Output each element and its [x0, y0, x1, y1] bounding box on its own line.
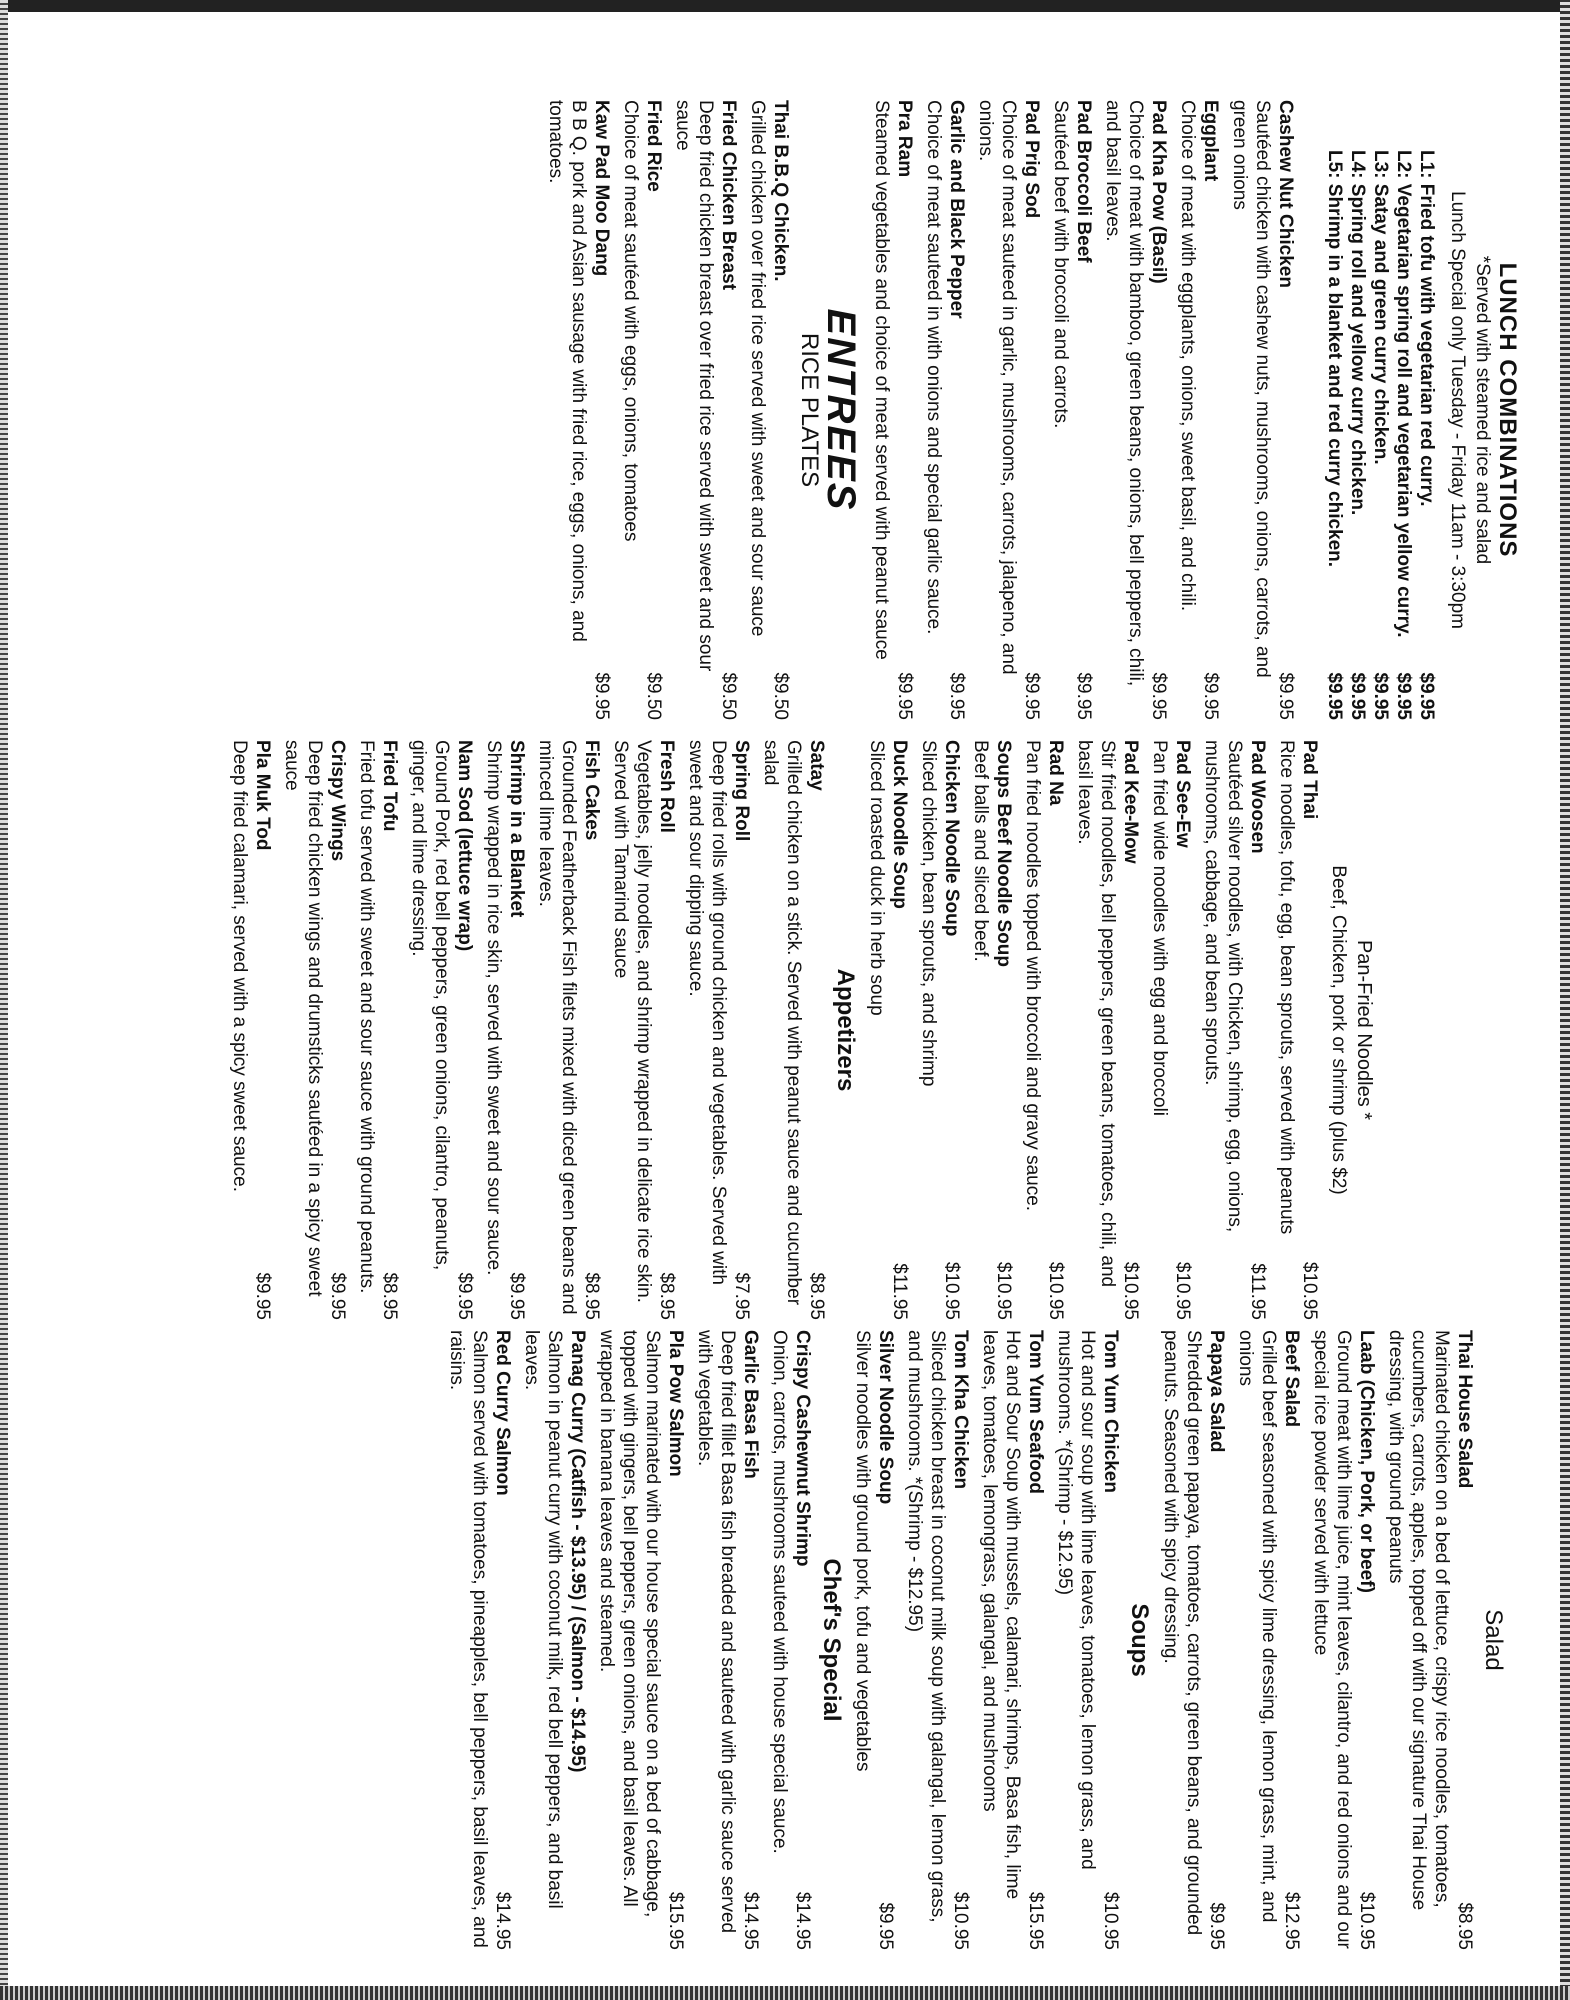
soups-title: Soups	[1126, 1603, 1153, 1677]
column-lunch-entrees	[538, 100, 1525, 720]
entrees-title: ENTREES	[819, 308, 863, 512]
combo-item: L1: Fried tofu with vegetarian red curry. $9.95	[1416, 150, 1437, 720]
salad-list	[1159, 1330, 1476, 1950]
menu-item: Panag Curry (Catfish - $13.95) / (Salmon - $14.95) Salmon in peanut curry with coconut milk, red bell peppers, and basil leaves.	[521, 1330, 588, 1909]
rice-plate-list	[544, 100, 792, 720]
menu-item: Cashew Nut Chicken $9.95 Sautéed chicken with cashew nuts, mushrooms, onions, carrots, and green onions	[1229, 100, 1296, 720]
appetizer-list	[228, 740, 828, 1320]
menu-item: Thai B.B.Q Chicken. $9.50 Grilled chicken over fried rice served with sweet and sour sauce	[747, 100, 791, 720]
menu-item: Papaya Salad $9.95 Shredded green papaya, tomatoes, carrots, green beans, and grounded peanuts. Seasoned with spicy dressing.	[1160, 1330, 1227, 1950]
menu-item: Garlic Basa Fish $14.95 Deep fried fillet Basa fish breaded and sauteed with garlic sauce served with vegetables.	[694, 1330, 761, 1950]
salad-title: Salad	[1480, 1609, 1507, 1671]
soup-list	[851, 1330, 1122, 1950]
menu-item: Crispy Wings $9.95 Deep fried chicken wings and drumsticks sautéed in a spicy sweet sauce	[281, 740, 348, 1320]
noodle-list	[865, 740, 1321, 1320]
menu-item: Tom Yum Chicken $10.95 Hot and sour soup with lime leaves, tomatoes, lemon grass, and mushrooms. *(Shrimp - $12.95)	[1054, 1330, 1121, 1950]
menu-item: Thai House Salad $8.95 Marinated chicken on a bed of lettuce, crispy rice noodles, tomatoes, cucumbers, carrots, apples, topped off with our signature Thai House dressing, with ground peanuts	[1385, 1330, 1475, 1950]
menu-item: Nam Sod (lettuce wrap) $9.95 Ground Pork, red bell peppers, green onions, cilantro, peanuts, ginger, and lime dressing.	[408, 740, 475, 1320]
lunch-item-list	[870, 100, 1297, 720]
menu-item: Red Curry Salmon $14.95 Salmon served with tomatoes, pineapples, bell peppers, basil leaves, and raisins.	[446, 1330, 513, 1950]
column-salad-soups-chefs	[439, 1330, 1525, 1950]
menu-item: Kaw Pad Moo Dang $9.95 B B Q. pork and Asian sausage with fried rice, eggs, onions, and tomatoes.	[545, 100, 612, 720]
menu-item: Fried Rice $9.50 Choice of meat sautéed with eggs, onions, tomatoes	[620, 100, 664, 720]
lunch-combo-list	[1323, 100, 1438, 720]
menu-item: Pad Prig Sod $9.95 Choice of meat sauteed in garlic, mushrooms, carrots, jalapeno, and onions.	[975, 100, 1042, 720]
menu-item: Fried Chicken Breast $9.50 Deep fried chicken breast over fried rice served with sweet and sour sauce	[672, 100, 739, 720]
lunch-title: LUNCH COMBINATIONS	[1494, 262, 1521, 558]
combo-item: L5: Shrimp in a blanket and red curry chicken. $9.95	[1324, 150, 1345, 720]
menu-item: Silver Noodle Soup $9.95 Silver noodles with ground pork, tofu and vegetables	[852, 1330, 896, 1950]
menu-item: Eggplant $9.95 Choice of meat with eggplants, onions, sweet basil, and chili.	[1177, 100, 1221, 720]
menu-item: Pad Kee-Mow $10.95 Stir fried noodles, bell peppers, green beans, tomatoes, chili, and basil leaves.	[1074, 740, 1141, 1320]
noodles-title: Pan-Fried Noodles *	[1353, 939, 1375, 1121]
menu-item: Pad Broccoli Beef $9.95 Sautéed beef with broccoli and carrots.	[1050, 100, 1094, 720]
menu-item: Soups Beef Noodle Soup $10.95 Beef balls and sliced beef.	[970, 740, 1014, 1320]
menu-item: Pad Kha Pow (Basil) $9.95 Choice of meat with bamboo, green beans, onions, bell peppers, chili, and basil leaves.	[1102, 100, 1169, 720]
menu-item: Rad Na $10.95 Pan fried noodles topped with broccoli and gravy sauce.	[1022, 740, 1066, 1320]
menu-item: Pra Ram $9.95 Steamed vegetables and choice of meat served with peanut sauce	[871, 100, 915, 720]
lunch-subtitle: *Served with steamed rice and salad	[1472, 255, 1493, 565]
menu-item: Laab (Chicken, Pork, or beef) $10.95 Ground meat with lime juice, mint leaves, cilantro, and red onions and our special rice powder served with lettuce	[1310, 1330, 1377, 1950]
menu-item: Beef Salad $12.95 Grilled beef seasoned with spicy lime dressing, lemon grass, mint, and onions	[1235, 1330, 1302, 1950]
menu-item: Pla Muk Tod $9.95 Deep fried calamari, served with a spicy sweet sauce.	[229, 740, 273, 1320]
menu-item: Pad See-Ew $10.95 Pan fried wide noodles with egg and broccoli	[1149, 740, 1193, 1320]
chefs-special-list	[445, 1330, 814, 1950]
menu-item: Fish Cakes $8.95 Grounded Featherback Fish filets mixed with diced green beans and minced lime leaves.	[535, 740, 602, 1320]
menu-item: Chicken Noodle Soup $10.95 Sliced chicken, bean sprouts, and shrimp	[918, 740, 962, 1320]
menu-item: Tom Yum Seafood $15.95 Hot and Sour Soup with mussels, calamari, shrimps, Basa fish, lime leaves, tomatoes, lemongrass, galangal, and mushrooms	[979, 1330, 1046, 1950]
menu-item: Satay $8.95 Grilled chicken on a stick. Served with peanut sauce and cucumber salad	[760, 740, 827, 1320]
menu-item: Pad Thai $10.95 Rice noodles, tofu, egg, bean sprouts, served with peanuts	[1276, 740, 1320, 1320]
appetizers-title: Appetizers	[832, 968, 859, 1092]
chefs-special-title: Chef's Special	[818, 1558, 845, 1722]
combo-item: L3: Satay and green curry chicken. $9.95	[1370, 150, 1391, 720]
menu-item: Spring Roll $7.95 Deep fried rolls with ground chicken and vegetables. Served with sweet and sour dipping sauce.	[685, 740, 752, 1320]
menu-item: Fresh Roll $8.95 Vegetables, jelly noodles, and shrimp wrapped in delicate rice skin. Served with Tamarind sauce	[610, 740, 677, 1320]
combo-item: L4: Spring roll and yellow curry chicken. $9.95	[1347, 150, 1368, 720]
menu-item: Fried Tofu $8.95 Fried tofu served with sweet and sour sauce with ground peanuts.	[356, 740, 400, 1320]
menu-item: Duck Noodle Soup $11.95 Sliced roasted duck in herb soup	[866, 740, 910, 1320]
menu-item: Pad Woosen $11.95 Sautéed silver noodles, with Chicken, shrimp, egg, onions, mushrooms, cabbage, and bean sprouts.	[1201, 740, 1268, 1320]
menu-item: Garlic and Black Pepper $9.95 Choice of meat sauteed in with onions and special garlic sauce.	[923, 100, 967, 720]
menu-item: Shrimp in a Blanket $9.95 Shrimp wrapped in rice skin, served with sweet and sour sauce.	[483, 740, 527, 1320]
lunch-hours: Lunch Special only Tuesday - Friday 11am - 3:30pm	[1447, 191, 1468, 629]
combo-item: L2: Vegetarian spring roll and vegetarian yellow curry. $9.95	[1393, 150, 1414, 720]
menu-item: Tom Kha Chicken $10.95 Sliced chicken breast in coconut milk soup with galangal, lemon grass, and mushrooms. *(Shrimp - $12.95)	[904, 1330, 971, 1950]
menu-item: Pla Pow Salmon $15.95 Salmon marinated with our house special sauce on a bed of cabbage, topped with gingers, bell peppers, green onions, and basil leaves. All wrapped in banana leaves and steamed.	[596, 1330, 686, 1950]
noodles-subtitle: Beef, Chicken, pork or shrimp (plus $2)	[1328, 865, 1349, 1195]
rice-plates-title: RICE PLATES	[796, 332, 823, 488]
column-noodles-appetizers	[222, 740, 1525, 1320]
menu-item: Crispy Cashewnut Shrimp $14.95 Onion, carrots, mushrooms sauteed with house special sauce.	[769, 1330, 813, 1950]
